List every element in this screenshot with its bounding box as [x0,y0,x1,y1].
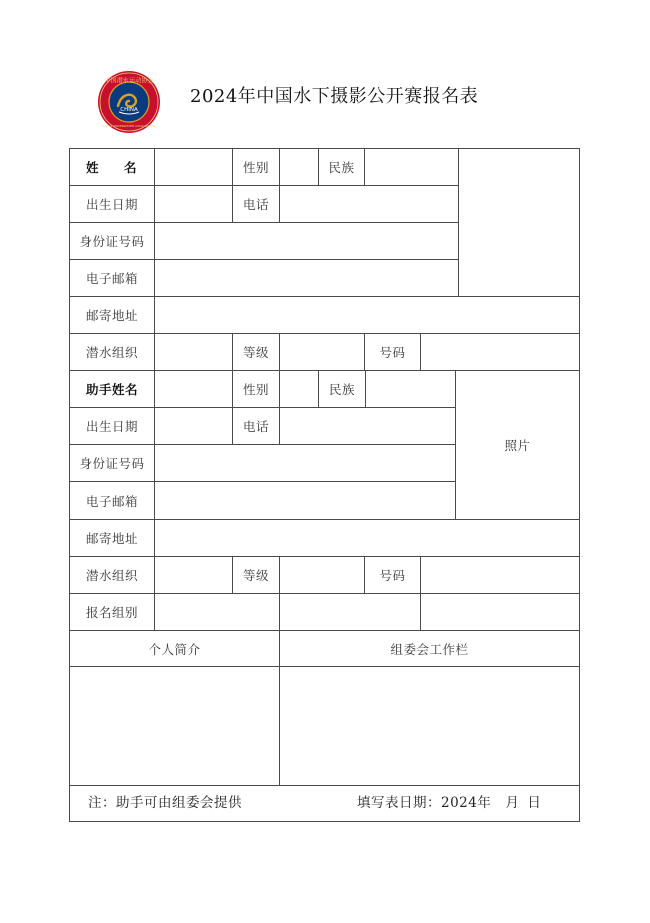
category-field-3[interactable] [421,594,579,630]
label-name [70,149,154,185]
assistant-id-number-field[interactable] [155,445,455,481]
footer-date-prefix: 填写表日期：2024年 [357,795,492,811]
label-assistant-level: 等级 [242,568,269,583]
label-assistant-email: 电子邮箱 [85,493,138,509]
dive-org-field[interactable] [155,334,232,370]
footer-date [357,792,541,814]
label-id-number: 身份证号码 [79,234,145,249]
assistant-birthdate-field[interactable] [155,408,232,444]
phone-field[interactable] [280,186,458,222]
label-address: 邮寄地址 [85,308,138,323]
label-assistant-dive-org: 潜水组织 [85,568,138,583]
assistant-number-field[interactable] [421,557,579,593]
row-line [69,821,580,822]
footer-date-month: 月 [505,795,520,811]
ethnicity-field[interactable] [365,149,458,185]
assistant-name-field[interactable] [155,371,232,407]
logo-ring-text: 中国潜水运动协会 [104,77,154,85]
document-title: 2024年中国水下摄影公开赛报名表 [190,86,479,107]
assistant-address-field[interactable] [155,520,579,556]
level-field[interactable] [280,334,364,370]
label-number: 号码 [379,345,406,360]
number-field[interactable] [421,334,579,370]
label-phone: 电话 [242,197,269,212]
label-dive-org: 潜水组织 [85,345,138,360]
assistant-gender-field[interactable] [280,371,318,407]
label-assistant-number: 号码 [379,568,406,583]
name-field[interactable] [155,149,232,185]
photo-field[interactable] [459,149,579,296]
column-line [579,148,580,822]
label-assistant-birthdate: 出生日期 [85,419,138,434]
row-line [69,785,580,786]
label-ethnicity: 民族 [328,160,355,175]
footer-note: 注：助手可由组委会提供 [88,795,242,811]
label-assistant-address: 邮寄地址 [85,531,138,546]
label-email: 电子邮箱 [85,271,138,286]
label-assistant-ethnicity: 民族 [328,382,355,397]
assistant-email-field[interactable] [155,482,455,519]
assistant-level-field[interactable] [280,557,364,593]
logo-lower-text: CHINA UNDERWATER ASSOCIATION [102,124,156,128]
label-name-char2: 名 [123,160,137,175]
label-assistant-gender: 性别 [242,382,269,397]
assistant-photo-cell[interactable]: 照片 [504,438,531,453]
assistant-phone-field[interactable] [280,408,455,444]
bio-field[interactable] [70,667,279,785]
label-assistant-name: 助手姓名 [85,382,138,397]
assistant-ethnicity-field[interactable] [366,371,455,407]
category-field-2[interactable] [280,594,420,630]
email-field[interactable] [155,260,458,296]
category-field-1[interactable] [155,594,279,630]
id-number-field[interactable] [155,223,458,259]
label-assistant-id-number: 身份证号码 [79,456,145,471]
address-field[interactable] [155,297,579,333]
label-name-char1: 姓 [86,160,100,175]
label-gender: 性别 [242,160,269,175]
label-level: 等级 [242,345,269,360]
header-committee: 组委会工作栏 [390,641,469,657]
label-birthdate: 出生日期 [85,197,138,212]
gender-field[interactable] [280,149,318,185]
logo-center-text: CHINA [120,107,138,113]
footer-date-day: 日 [527,795,542,811]
label-category: 报名组别 [85,605,138,620]
birthdate-field[interactable] [155,186,232,222]
label-assistant-phone: 电话 [242,419,269,434]
assistant-dive-org-field[interactable] [155,557,232,593]
committee-field [280,667,579,785]
header-bio: 个人简介 [148,641,201,657]
